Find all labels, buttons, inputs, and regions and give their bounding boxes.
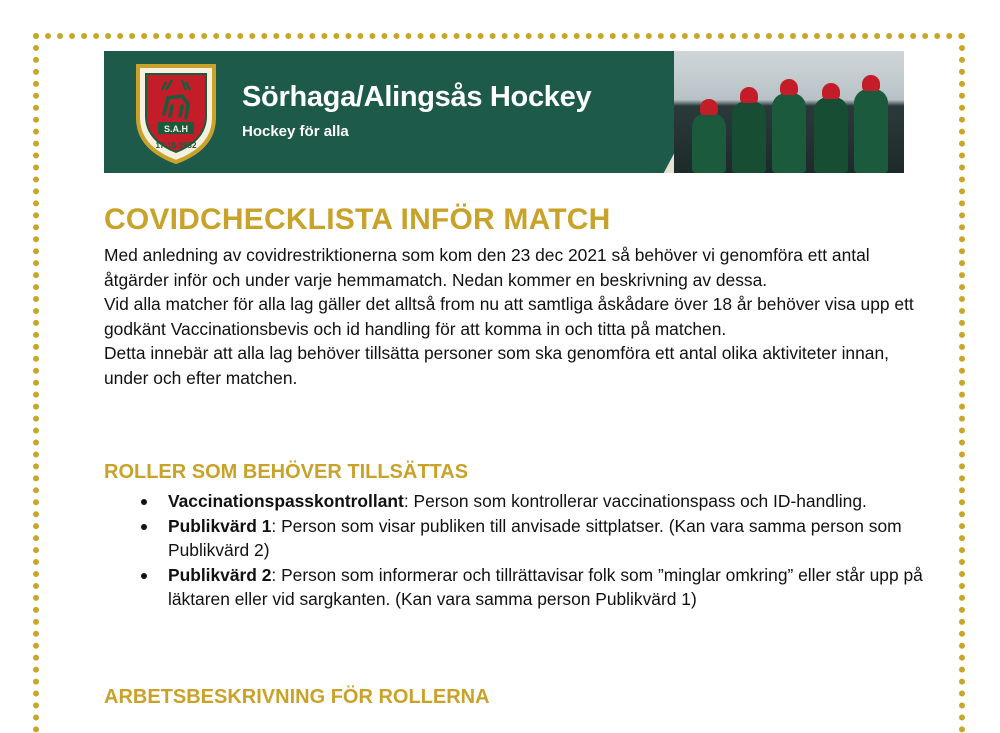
banner-subtitle: Hockey för alla [242, 123, 349, 140]
document-title: COVIDCHECKLISTA INFÖR MATCH [104, 203, 611, 236]
role-name: Vaccinationspasskontrollant [168, 491, 404, 511]
intro-paragraph: Detta innebär att alla lag behöver tillsätta personer som ska genomföra ett antal olika aktiviteter innan, under och efter matchen. [104, 343, 889, 388]
bullet-icon [141, 524, 147, 530]
roles-heading: ROLLER SOM BEHÖVER TILLSÄTTAS [104, 461, 469, 483]
role-description: : Person som kontrollerar vaccinationspass och ID-handling. [403, 491, 867, 511]
svg-text:17-10-1932: 17-10-1932 [155, 141, 197, 150]
role-description: : Person som visar publiken till anvisade sittplatser. (Kan vara samma person som Publikvärd 2) [168, 515, 902, 561]
bullet-icon [141, 573, 147, 579]
intro-paragraph: Vid alla matcher för alla lag gäller det alltså from nu att samtliga åskådare över 18 år behöver visa upp ett godkänt Vaccinationsbevis och id handling för att komma in och titta på matchen. [104, 294, 914, 339]
club-banner [104, 51, 904, 173]
list-item [130, 563, 930, 612]
hockey-players-photo [674, 51, 904, 173]
intro-paragraph: Med anledning av covidrestriktionerna som kom den 23 dec 2021 så behöver vi genomföra ett antal åtgärder inför och under varje hemmamatch. Nedan kommer en beskrivning av dessa. [104, 245, 870, 290]
banner-title: Sörhaga/Alingsås Hockey [242, 81, 592, 113]
list-item [130, 514, 930, 563]
work-description-heading: ARBETSBESKRIVNING FÖR ROLLERNA [104, 686, 490, 708]
roles-list [130, 489, 930, 612]
role-description: : Person som informerar och tillrättavisar folk som ”minglar omkring” eller står upp på läktaren eller vid sargkanten. (Kan vara samma person Publikvärd 1) [168, 564, 923, 610]
svg-text:S.A.H: S.A.H [163, 124, 189, 134]
bullet-icon [141, 499, 147, 505]
club-logo [132, 60, 220, 164]
intro-text [104, 243, 924, 391]
list-item [130, 489, 930, 514]
role-name: Publikvärd 1 [168, 515, 272, 536]
role-name: Publikvärd 2 [168, 564, 272, 585]
